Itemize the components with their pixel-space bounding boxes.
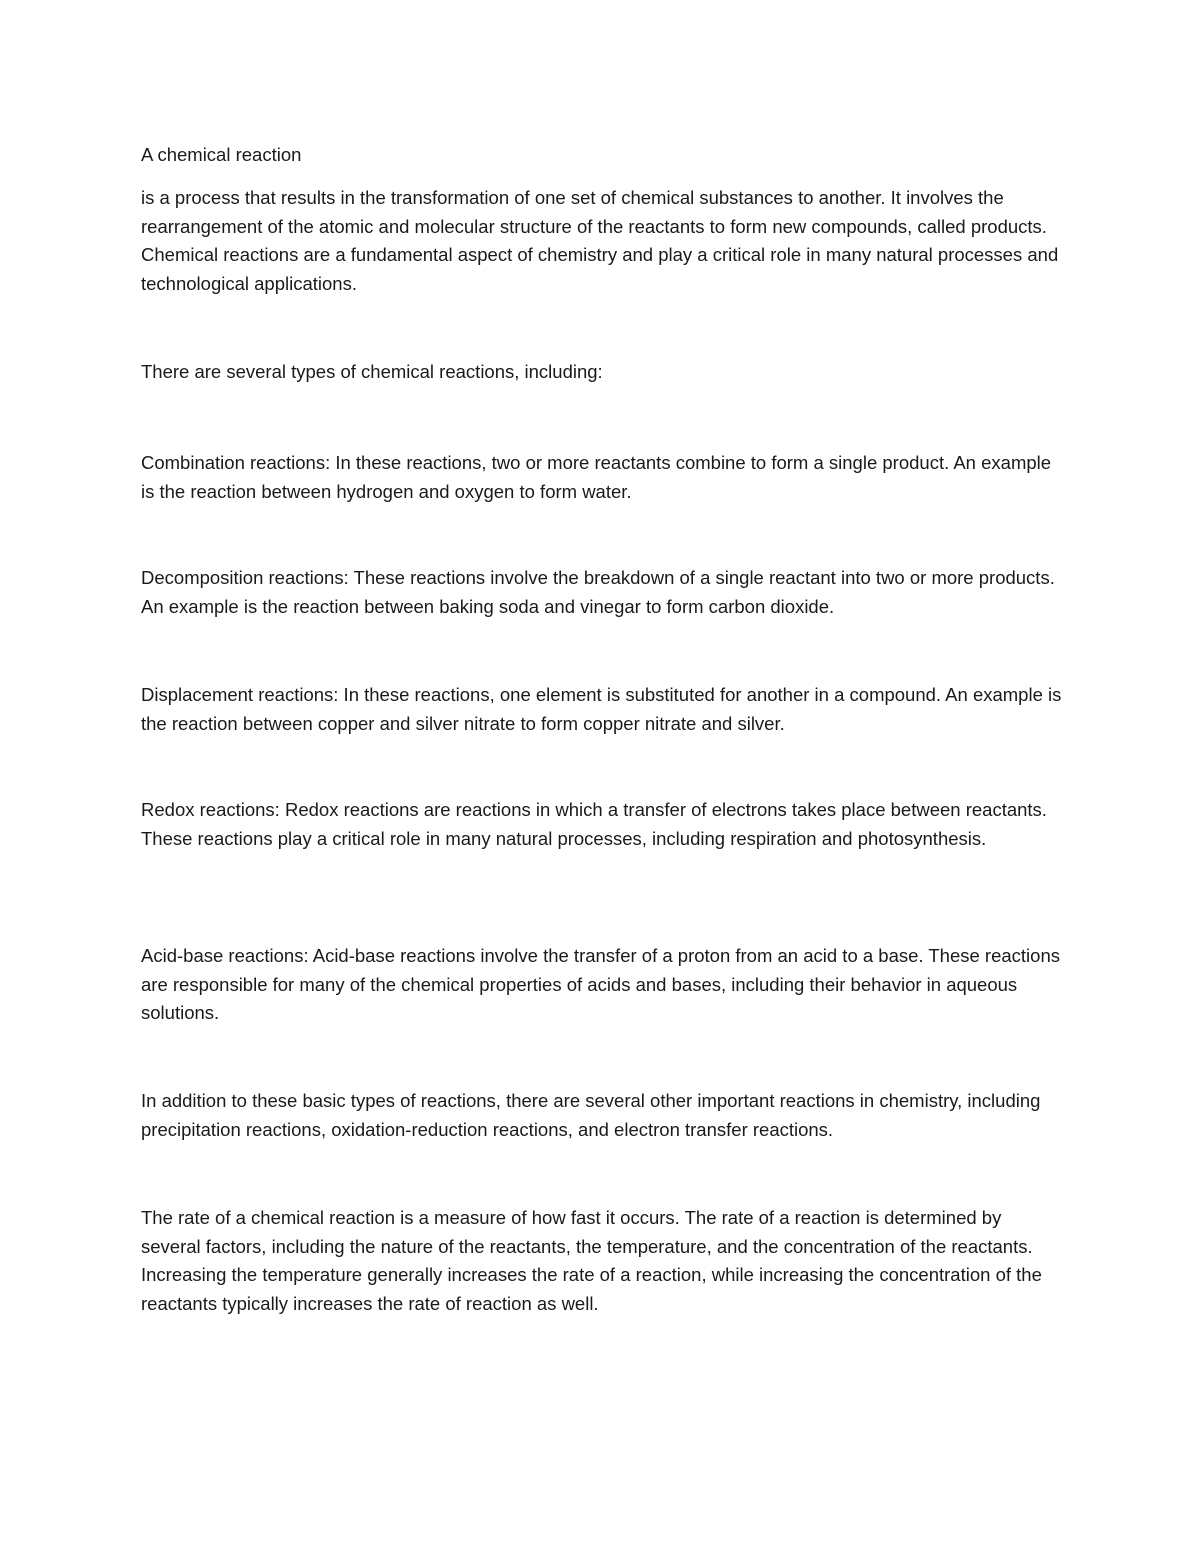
- types-lead-paragraph: There are several types of chemical reactions, including:: [141, 361, 603, 382]
- acid-base-paragraph: Acid-base reactions: Acid-base reactions involve the transfer of a proton from an acid to a base. These reactions are responsible for many of the chemical properties of acids and bases, including their behavior in aqueous solutions.: [141, 945, 1060, 1023]
- decomposition-paragraph: Decomposition reactions: These reactions involve the breakdown of a single reactant into two or more products. An example is the reaction between baking soda and vinegar to form carbon dioxide.: [141, 567, 1055, 617]
- redox-paragraph: Redox reactions: Redox reactions are reactions in which a transfer of electrons takes place between reactants. These reactions play a critical role in many natural processes, including respiration and photosynthesis.: [141, 799, 1047, 849]
- displacement-paragraph: Displacement reactions: In these reactions, one element is substituted for another in a compound. An example is the reaction between copper and silver nitrate to form copper nitrate and silver.: [141, 684, 1062, 734]
- document-title: A chemical reaction: [141, 144, 302, 165]
- intro-paragraph: is a process that results in the transformation of one set of chemical substances to another. It involves the rearrangement of the atomic and molecular structure of the reactants to form new compounds, called products. Chemical reactions are a fundamental aspect of chemistry and play a critical role in many natural processes and technological applications.: [141, 187, 1059, 294]
- combination-paragraph: Combination reactions: In these reactions, two or more reactants combine to form a single product. An example is the reaction between hydrogen and oxygen to form water.: [141, 452, 1052, 502]
- reaction-rate-paragraph: The rate of a chemical reaction is a measure of how fast it occurs. The rate of a reaction is determined by several factors, including the nature of the reactants, the temperature, and the concentration of the reactants. Increasing the temperature generally increases the rate of a reaction, while increasing the concentration of the reactants typically increases the rate of reaction as well.: [141, 1207, 1042, 1314]
- other-reactions-paragraph: In addition to these basic types of reactions, there are several other important reactions in chemistry, including precipitation reactions, oxidation-reduction reactions, and electron transfer reactions.: [141, 1090, 1041, 1140]
